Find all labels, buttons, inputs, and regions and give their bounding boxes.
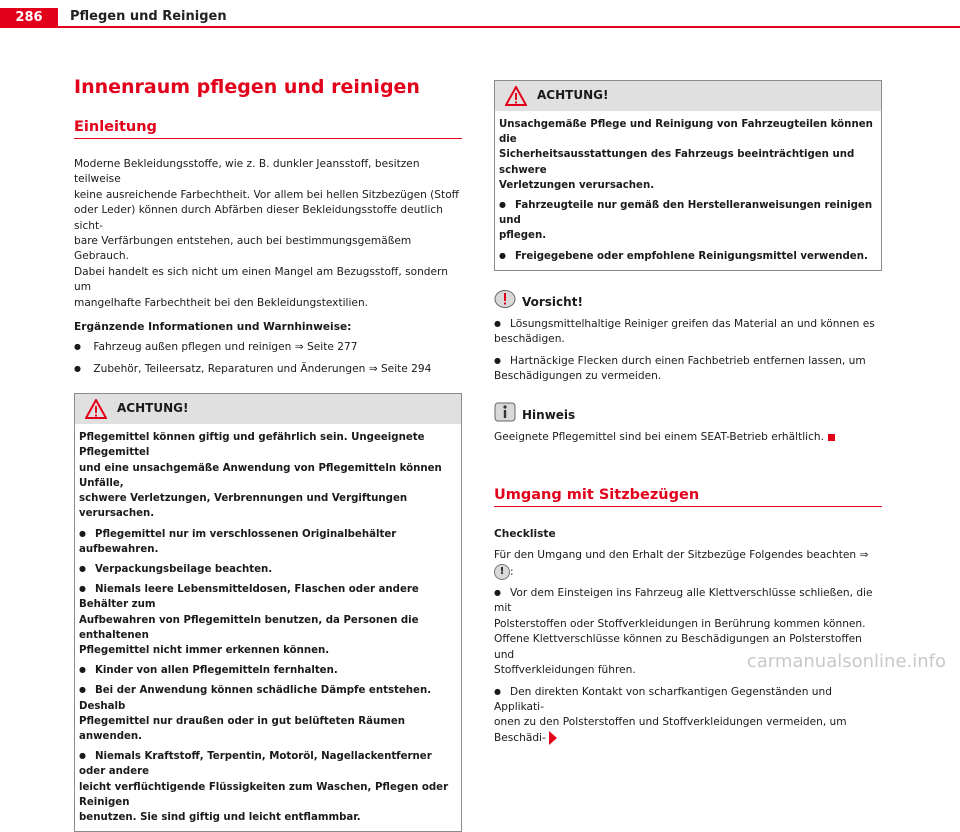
checklist-intro: Für den Umgang und den Erhalt der Sitzbezüge Folgendes beachten ⇒ ! :	[494, 549, 869, 578]
checklist-heading: Checkliste	[494, 527, 556, 540]
checklist-item: ● Vor dem Einsteigen ins Fahrzeug alle Klettverschlüsse schließen, die mit Polsterstoffen oder Stoffverkleidungen in Berührung kommen können. Offene Klettverschlüsse können zu Beschädigungen an Polsterstoffen und Stoffverkleidungen führen.	[494, 586, 882, 678]
hint-text: Geeignete Pflegemittel sind bei einem SEAT-Betrieb erhältlich.	[494, 430, 882, 445]
warning-text: schwere Verletzungen, Verbrennungen und Vergiftungen verursachen.	[79, 493, 408, 520]
right-column	[494, 80, 882, 746]
warning-text: Sicherheitsausstattungen des Fahrzeugs beeinträchtigen und schwere	[499, 149, 855, 176]
caution-item: ● Lösungsmittelhaltige Reiniger greifen das Material an und können es beschädigen.	[494, 317, 882, 348]
checklist-item: ● Den direkten Kontakt von scharfkantigen Gegenständen und Applikati- onen zu den Polsterstoffen und Stoffverkleidungen vermeiden, um Beschädi-	[494, 685, 882, 747]
warning-header	[75, 394, 461, 424]
intro-line: mangelhafte Farbechtheit bei den Bekleidungstextilien.	[74, 296, 369, 309]
intro-paragraph	[74, 157, 462, 311]
section-end-icon	[828, 434, 835, 441]
caution-label: Vorsicht!	[522, 294, 583, 309]
cross-reference-link[interactable]: ● Zubehör, Teileersatz, Reparaturen und Änderungen ⇒ Seite 294	[74, 362, 462, 377]
section-heading-sitzbezuege: Umgang mit Sitzbezügen	[494, 487, 882, 507]
section-heading-einleitung: Einleitung	[74, 119, 462, 139]
left-column	[74, 76, 462, 832]
intro-line: Dabei handelt es sich nicht um einen Mangel am Bezugsstoff, sondern um	[74, 265, 448, 294]
hint-header	[494, 402, 882, 426]
page-header	[0, 0, 960, 28]
warning-text: Pflegemittel können giftig und gefährlich sein. Ungeeignete Pflegemittel	[79, 432, 425, 459]
warning-header	[495, 81, 881, 111]
hint-label: Hinweis	[522, 408, 576, 423]
warning-triangle-icon	[505, 86, 527, 106]
warning-text: und eine unsachgemäße Anwendung von Pflegemitteln können Unfälle,	[79, 462, 442, 489]
watermark: carmanualsonline.info	[746, 651, 946, 672]
warning-item: ● Freigegebene oder empfohlene Reinigungsmittel verwenden.	[499, 249, 877, 264]
warning-item: ● Niemals leere Lebensmitteldosen, Flaschen oder andere Behälter zum Aufbewahren von Pflegemitteln benutzen, da Personen die enthaltenen Pflegemittel nicht immer erkennen können.	[79, 582, 457, 658]
cross-reference-link[interactable]: ● Fahrzeug außen pflegen und reinigen ⇒ Seite 277	[74, 340, 462, 355]
intro-line: oder Leder) können durch Abfärben dieser Bekleidungsstoffe deutlich sicht-	[74, 204, 443, 232]
page-title: Innenraum pflegen und reinigen	[74, 76, 420, 98]
warning-item: ● Bei der Anwendung können schädliche Dämpfe entstehen. Deshalb Pflegemittel nur draußen oder in gut belüfteten Räumen anwenden.	[79, 683, 457, 744]
warning-triangle-icon	[85, 399, 107, 419]
warning-item: ● Fahrzeugteile nur gemäß den Herstelleranweisungen reinigen und pflegen.	[499, 198, 877, 244]
caution-header	[494, 289, 882, 313]
caution-exclamation-icon	[494, 289, 516, 309]
intro-line: keine ausreichende Farbechtheit. Vor allem bei hellen Sitzbezügen (Stoff	[74, 188, 459, 201]
warning-text: Unsachgemäße Pflege und Reinigung von Fahrzeugteilen können die	[499, 119, 873, 146]
intro-line: Moderne Bekleidungsstoffe, wie z. B. dunkler Jeansstoff, besitzen teilweise	[74, 158, 420, 186]
running-title: Pflegen und Reinigen	[70, 9, 227, 24]
warning-text: Verletzungen verursachen.	[499, 179, 655, 191]
header-rule	[58, 26, 960, 28]
page-number: 286	[0, 8, 58, 28]
info-note-icon	[494, 402, 516, 422]
warning-label: ACHTUNG!	[117, 401, 189, 416]
warning-item: ● Verpackungsbeilage beachten.	[79, 562, 457, 577]
caution-item: ● Hartnäckige Flecken durch einen Fachbetrieb entfernen lassen, um Beschädigungen zu vermeiden.	[494, 354, 882, 385]
warning-item: ● Kinder von allen Pflegemitteln fernhalten.	[79, 663, 457, 678]
intro-line: bare Verfärbungen entstehen, auch bei bestimmungsgemäßem Gebrauch.	[74, 235, 412, 263]
continue-arrow-icon[interactable]	[549, 731, 557, 745]
warning-label: ACHTUNG!	[537, 88, 609, 102]
warning-item: ● Niemals Kraftstoff, Terpentin, Motoröl, Nagellackentferner oder andere leicht verflüchtigende Flüssigkeiten zum Waschen, Pflegen oder Reinigen benutzen. Sie sind giftig und leicht entflammbar.	[79, 749, 457, 825]
warning-box	[494, 80, 882, 271]
warning-item: ● Pflegemittel nur im verschlossenen Originalbehälter aufbewahren.	[79, 527, 457, 557]
extra-info-heading: Ergänzende Informationen und Warnhinweise:	[74, 321, 352, 334]
warning-body	[75, 424, 461, 831]
warning-body	[495, 111, 881, 270]
warning-box	[74, 393, 462, 832]
caution-reference-icon[interactable]: !	[494, 564, 510, 580]
